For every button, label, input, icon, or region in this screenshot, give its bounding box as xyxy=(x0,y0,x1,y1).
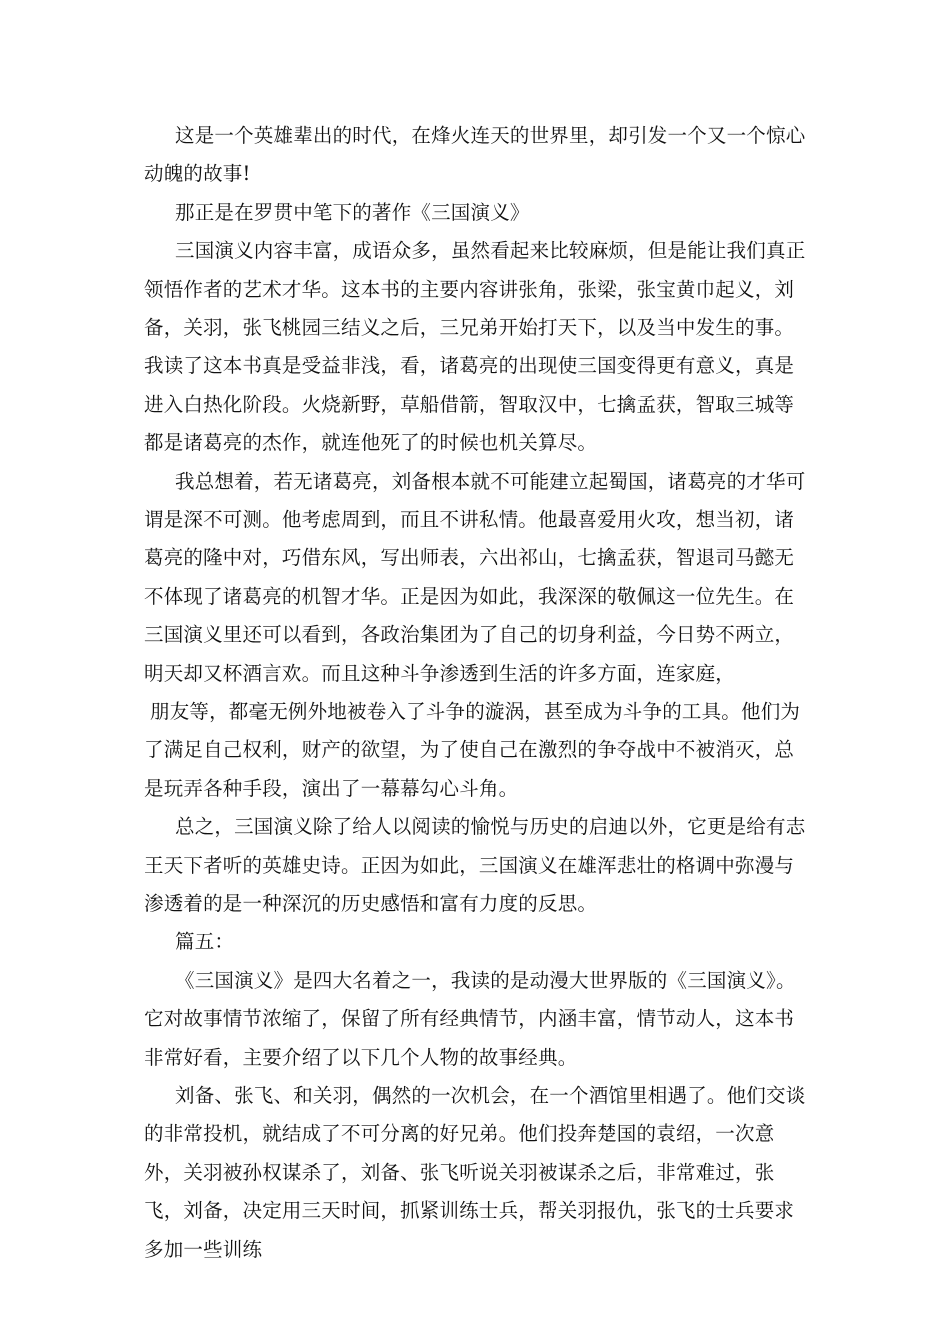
paragraph: 那正是在罗贯中笔下的著作《三国演义》 xyxy=(175,200,530,224)
paragraph: 总之，三国演义除了给人以阅读的愉悦与历史的启迪以外，它更是给有志王天下者听的英雄史诗。正因为如此，三国演义在雄浑悲壮的格调中弥漫与渗透着的是一种深沉的历史感悟和富有力度的反思。 xyxy=(144,815,806,916)
text-block-lower xyxy=(144,693,812,1269)
paragraph: 朋友等，都毫无例外地被卷入了斗争的漩涡，甚至成为斗争的工具。他们为了满足自己权利，财产的欲望，为了使自己在激烈的争夺战中不被消灭，总是玩弄各种手段，演出了一幕幕勾心斗角。 xyxy=(144,700,801,800)
paragraph: 我总想着，若无诸葛亮，刘备根本就不可能建立起蜀国，诸葛亮的才华可谓是深不可测。他考虑周到，而且不讲私情。他最喜爱用火攻，想当初，诸葛亮的隆中对，巧借东风，写出师表，六出祁山，七擒孟获，智退司马懿无不体现了诸葛亮的机智才华。正是因为如此，我深深的敬佩这一位先生。在三国演义里还可以看到，各政治集团为了自己的切身利益，今日势不两立，明天却又杯酒言欢。而且这种斗争渗透到生活的许多方面，连家庭， xyxy=(144,469,806,685)
paragraph: 刘备、张飞、和关羽，偶然的一次机会，在一个酒馆里相遇了。他们交谈的非常投机，就结成了不可分离的好兄弟。他们投奔楚国的袁绍，一次意外，关羽被孙权谋杀了，刘备、张飞听说关羽被谋杀之后，非常难过，张飞，刘备，决定用三天时间，抓紧训练士兵，帮关羽报仇，张飞的士兵要求多加一些训练 xyxy=(144,1084,806,1261)
paragraph: 《三国演义》是四大名着之一，我读的是动漫大世界版的《三国演义》。它对故事情节浓缩了，保留了所有经典情节，内涵丰富，情节动人，这本书非常好看，主要介绍了以下几个人物的故事经典。 xyxy=(144,968,796,1069)
text-block-upper xyxy=(144,117,812,693)
section-heading: 篇五： xyxy=(175,930,235,954)
paragraph: 这是一个英雄辈出的时代，在烽火连天的世界里，却引发一个又一个惊心动魄的故事! xyxy=(144,124,806,186)
paragraph: 三国演义内容丰富，成语众多，虽然看起来比较麻烦，但是能让我们真正领悟作者的艺术才华。这本书的主要内容讲张角，张梁，张宝黄巾起义，刘备，关羽，张飞桃园三结义之后，三兄弟开始打天下，以及当中发生的事。我读了这本书真是受益非浅，看，诸葛亮的出现使三国变得更有意义，真是进入白热化阶段。火烧新野，草船借箭，智取汉中，七擒孟获，智取三城等都是诸葛亮的杰作，就连他死了的时候也机关算尽。 xyxy=(144,239,806,455)
